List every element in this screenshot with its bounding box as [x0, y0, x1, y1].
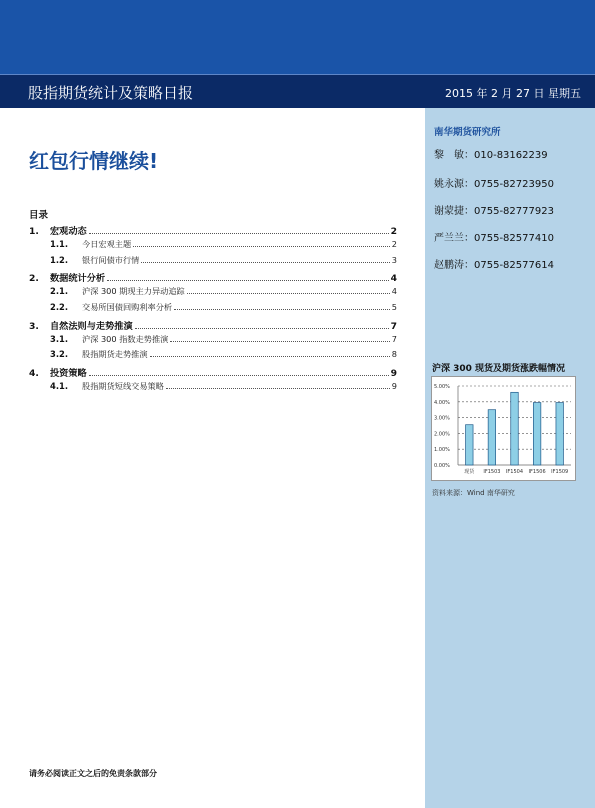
toc-entry[interactable] [29, 302, 397, 318]
report-header-bar [0, 74, 595, 108]
bar [533, 403, 541, 465]
toc-entry-page: 9 [391, 380, 397, 391]
toc-entry[interactable] [29, 255, 397, 271]
toc-entry-number: 3. [29, 320, 39, 332]
toc-entry-label: 宏观动态 [50, 226, 87, 237]
toc-entry-number: 2.1. [50, 286, 69, 297]
toc-entry-number: 2. [29, 273, 39, 285]
toc-entry-number: 2.2. [50, 301, 69, 312]
toc-entry[interactable] [29, 365, 397, 381]
x-tick-label: IF1509 [551, 469, 569, 475]
toc-entry-number: 1.1. [50, 238, 69, 249]
y-tick-label: 2.00% [434, 431, 450, 438]
toc-entry-number: 3.1. [50, 333, 69, 344]
toc-entry[interactable] [29, 270, 397, 286]
bar [511, 392, 519, 465]
toc-entry-label: 银行间债市行情 [82, 254, 140, 265]
toc-entry-page: 5 [391, 301, 397, 312]
y-tick-label: 5.00% [434, 384, 450, 390]
contact-3: 谢蒙捷：0755-82777923 [434, 206, 554, 217]
toc-entry-number: 4. [29, 368, 39, 380]
toc-leader-dots [133, 246, 390, 247]
x-tick-label: IF1504 [505, 469, 524, 475]
toc-entry-label: 沪深 300 指数走势推演 [82, 333, 169, 344]
toc-leader-dots [89, 375, 389, 376]
toc-leader-dots [141, 262, 389, 263]
y-tick-label: 4.00% [434, 399, 450, 406]
toc-title: 目录 [29, 210, 49, 221]
chart-title: 沪深 300 现货及期货涨跌幅情况 [432, 364, 566, 374]
bar-chart [432, 377, 577, 482]
x-tick-label: IF1503 [483, 469, 501, 475]
toc-entry-label: 股指期货短线交易策略 [82, 380, 164, 391]
toc-leader-dots [166, 388, 390, 389]
top-banner [0, 0, 595, 74]
contact-4: 严兰兰：0755-82577410 [434, 233, 554, 244]
bar [466, 425, 474, 465]
toc-entry[interactable] [29, 381, 397, 397]
chart-container [431, 376, 576, 481]
toc-entry-number: 3.2. [50, 349, 69, 360]
toc-entry-page: 8 [391, 349, 397, 360]
toc-entry-number: 1.2. [50, 254, 69, 265]
toc-entry[interactable] [29, 239, 397, 255]
chart-source: 资料来源：Wind 南华研究 [432, 489, 515, 497]
toc-entry-page: 4 [390, 273, 397, 285]
toc-entry-page: 2 [391, 238, 397, 249]
institute-name: 南华期货研究所 [434, 127, 501, 138]
toc-leader-dots [89, 233, 389, 234]
toc-entry[interactable] [29, 349, 397, 365]
toc-entry-page: 4 [391, 286, 397, 297]
toc-leader-dots [107, 280, 388, 281]
toc-entry-label: 投资策略 [50, 368, 87, 380]
toc-entry[interactable] [29, 286, 397, 302]
toc-leader-dots [174, 309, 390, 310]
toc-leader-dots [170, 341, 389, 342]
toc-leader-dots [135, 328, 389, 329]
bar [488, 410, 496, 465]
sidebar [425, 108, 595, 808]
report-date: 2015 年 2 月 27 日 星期五 [445, 87, 581, 100]
report-name: 股指期货统计及策略日报 [28, 84, 194, 102]
y-tick-label: 1.00% [434, 447, 450, 454]
toc-entry-number: 4.1. [50, 380, 69, 391]
contact-2: 姚永源：0755-82723950 [434, 179, 554, 190]
toc-entry-page: 7 [391, 333, 397, 344]
toc-entry-label: 交易所国债回购利率分析 [82, 301, 173, 312]
toc-leader-dots [150, 356, 390, 357]
disclaimer: 请务必阅读正文之后的免责条款部分 [29, 769, 157, 778]
report-headline: 红包行情继续! [29, 149, 159, 173]
toc-leader-dots [187, 293, 390, 294]
toc-entry-label: 股指期货走势推演 [82, 349, 148, 360]
contact-1: 黎 敏：010-83162239 [434, 150, 548, 161]
toc-entry-page: 7 [390, 320, 397, 332]
toc-entry-page: 2 [390, 226, 397, 237]
toc-entry-number: 1. [29, 226, 39, 237]
x-tick-label: IF1506 [528, 469, 546, 475]
toc-entry-label: 自然法则与走势推演 [50, 320, 133, 332]
toc-entry-label: 今日宏观主题 [82, 238, 132, 249]
toc-entry[interactable] [29, 334, 397, 350]
bar [556, 403, 564, 465]
toc-entry[interactable] [29, 318, 397, 334]
toc-entry-page: 9 [390, 368, 397, 380]
toc-entry-label: 沪深 300 期现主力异动追踪 [82, 286, 185, 297]
toc-entry-label: 数据统计分析 [50, 273, 106, 285]
y-tick-label: 0.00% [434, 463, 450, 469]
y-tick-label: 3.00% [434, 415, 450, 422]
table-of-contents [29, 223, 397, 397]
x-tick-label: 现货 [464, 469, 475, 475]
contact-5: 赵鹏涛：0755-82577614 [434, 260, 554, 271]
toc-entry[interactable] [29, 223, 397, 239]
toc-entry-page: 3 [391, 254, 397, 265]
